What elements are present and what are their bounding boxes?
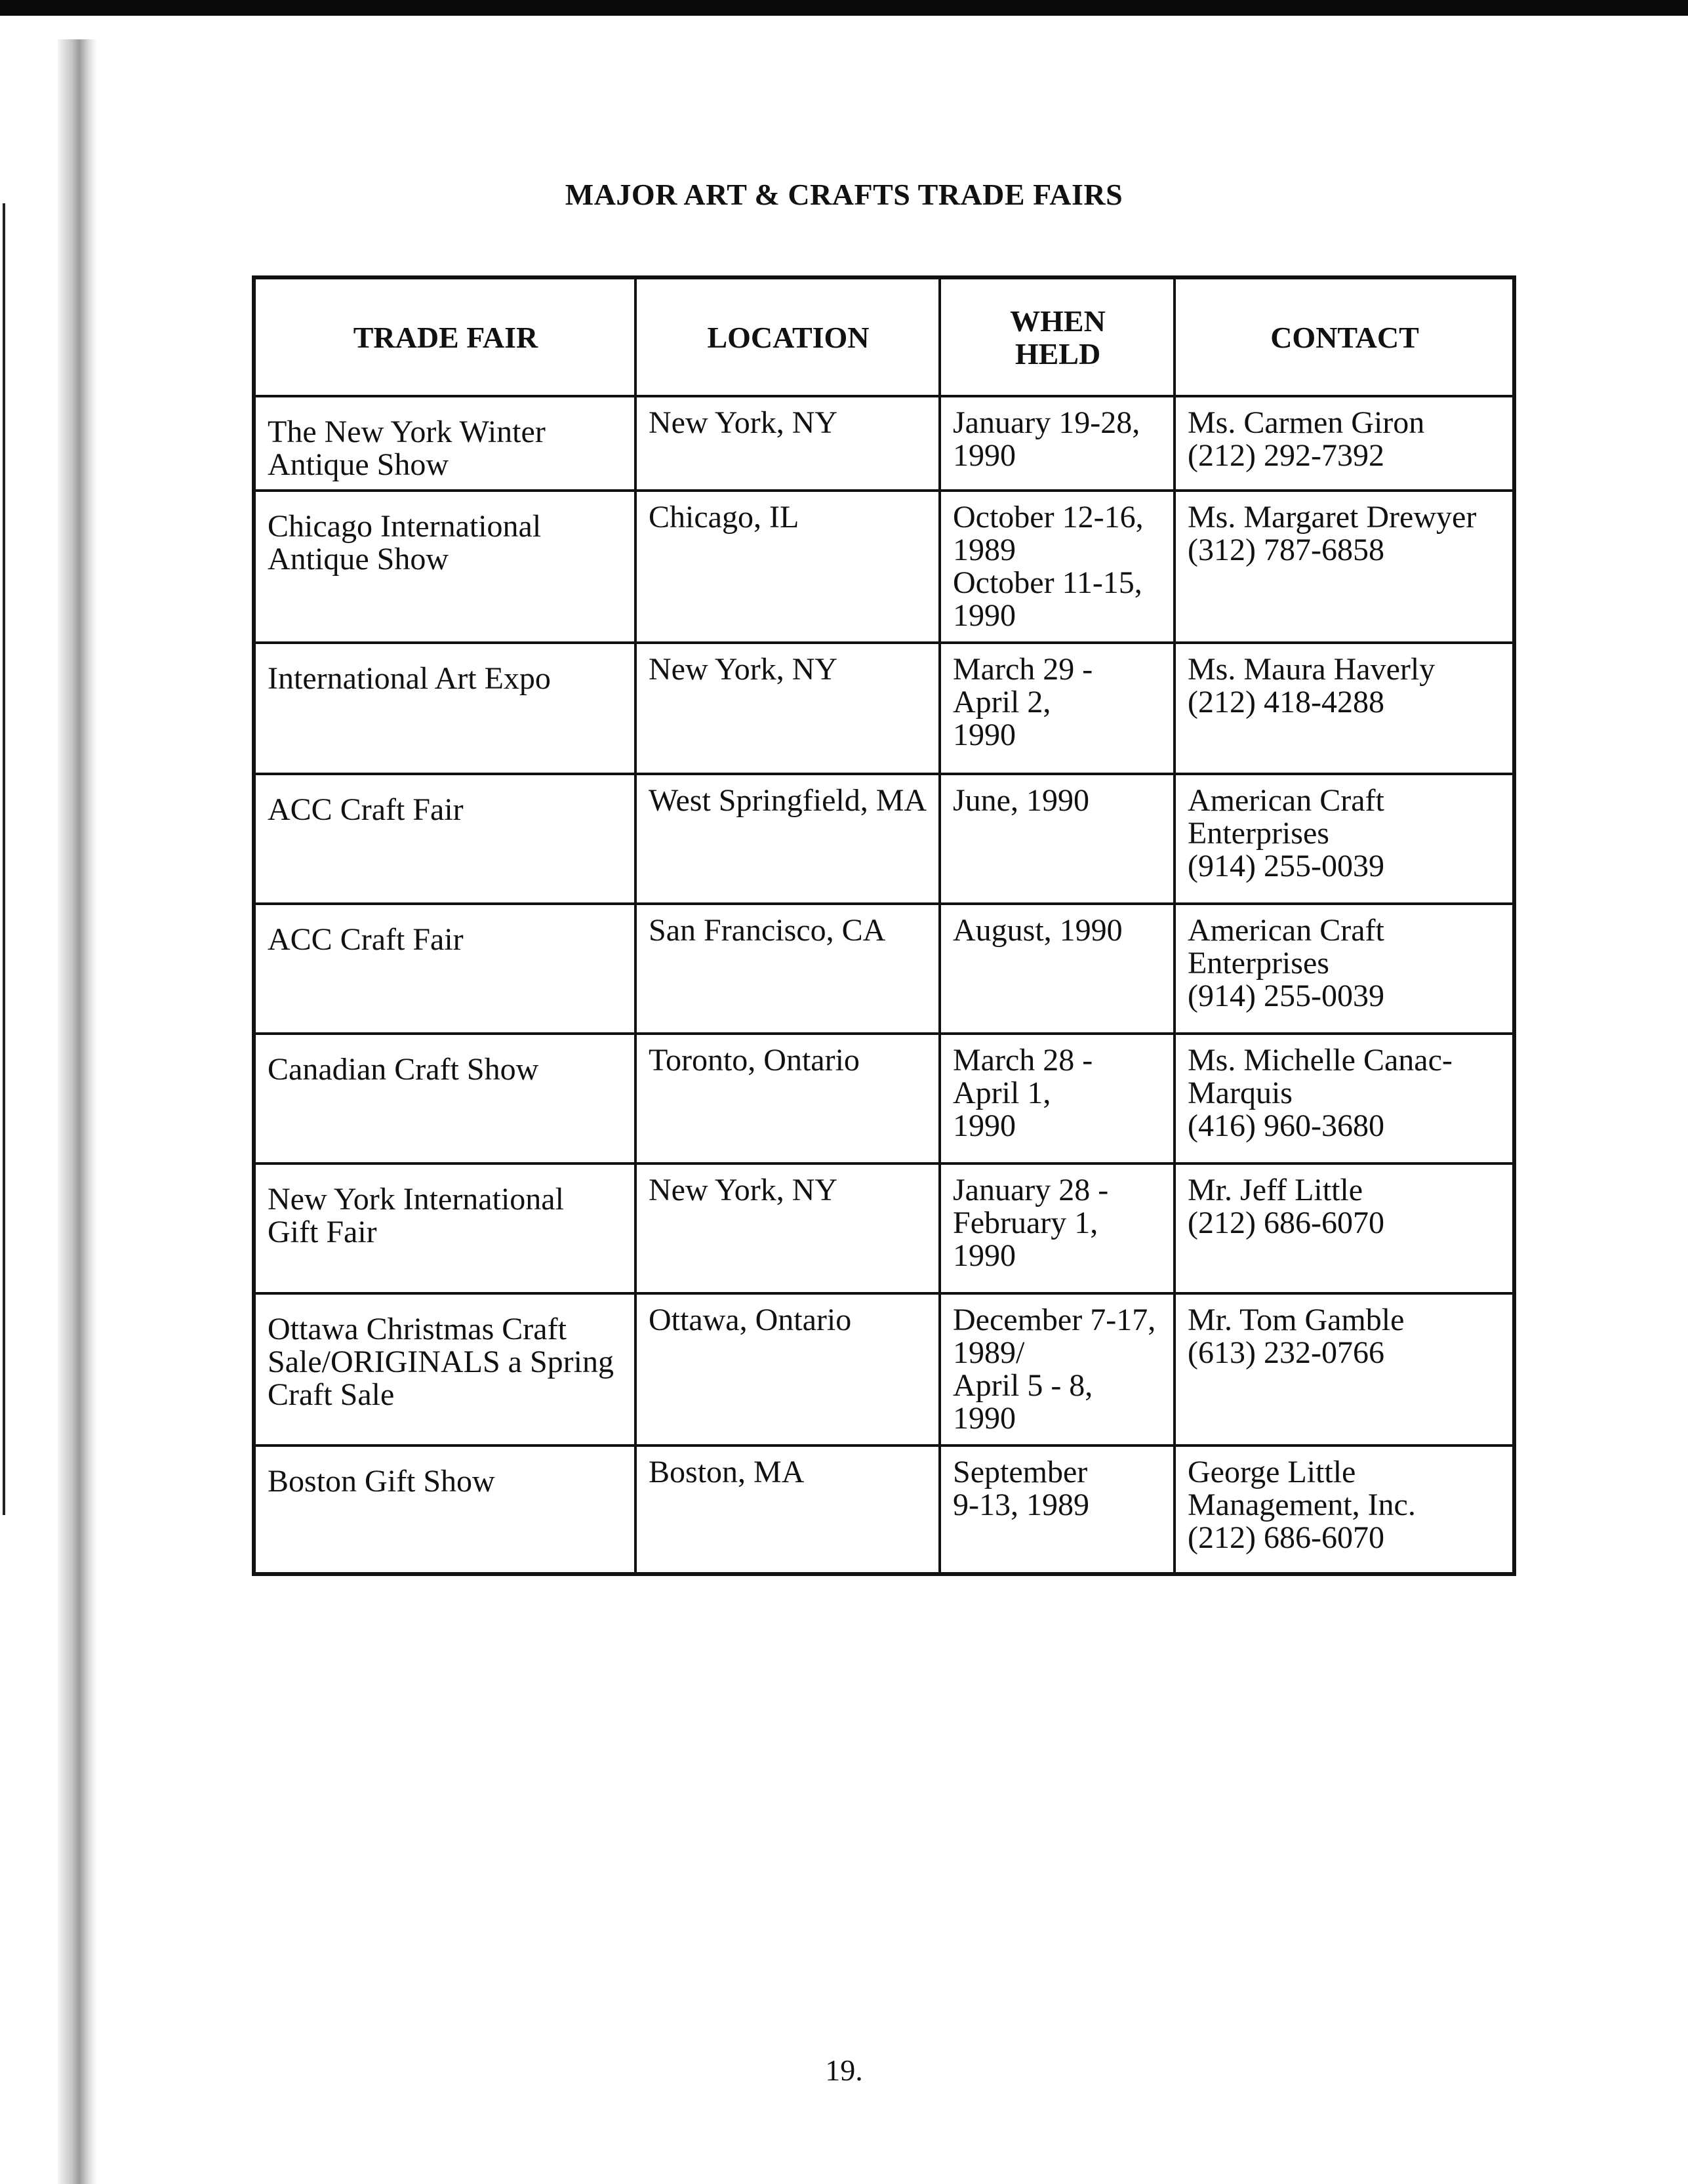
table-row [254,1293,1514,1446]
header-contact: CONTACT [1175,277,1514,396]
cell-location: West Springfield, MA [635,774,940,904]
table-row [254,1446,1514,1574]
cell-trade-fair: ACC Craft Fair [254,774,635,904]
cell-location: New York, NY [635,396,940,491]
cell-contact: American Craft Enterprises (914) 255-0039 [1175,774,1514,904]
cell-trade-fair: The New York Winter Antique Show [254,396,635,491]
header-trade-fair: TRADE FAIR [254,277,635,396]
cell-when-held: March 28 - April 1, 1990 [940,1034,1175,1163]
cell-contact: American Craft Enterprises (914) 255-0039 [1175,904,1514,1034]
cell-contact: Ms. Maura Haverly (212) 418-4288 [1175,643,1514,774]
table-row [254,396,1514,491]
header-location: LOCATION [635,277,940,396]
cell-trade-fair: ACC Craft Fair [254,904,635,1034]
cell-when-held: September 9-13, 1989 [940,1446,1175,1574]
cell-location: New York, NY [635,1163,940,1293]
scan-left-rule [3,203,5,1515]
trade-fairs-table [252,275,1516,1576]
cell-when-held: January 19-28, 1990 [940,396,1175,491]
cell-trade-fair: Canadian Craft Show [254,1034,635,1163]
cell-location: Chicago, IL [635,491,940,643]
table-row [254,1163,1514,1293]
cell-contact: Ms. Michelle Canac- Marquis (416) 960-3680 [1175,1034,1514,1163]
page-number: 19. [825,2053,863,2087]
table-row [254,491,1514,643]
page-binding-shadow [58,39,97,2184]
cell-trade-fair: Boston Gift Show [254,1446,635,1574]
cell-location: New York, NY [635,643,940,774]
cell-trade-fair: Chicago International Antique Show [254,491,635,643]
scan-top-edge [0,0,1688,16]
cell-trade-fair: Ottawa Christmas Craft Sale/ORIGINALS a Spring Craft Sale [254,1293,635,1446]
cell-trade-fair: International Art Expo [254,643,635,774]
cell-when-held: October 12-16, 1989 October 11-15, 1990 [940,491,1175,643]
cell-contact: Mr. Tom Gamble (613) 232-0766 [1175,1293,1514,1446]
cell-when-held: January 28 - February 1, 1990 [940,1163,1175,1293]
table-row [254,774,1514,904]
table-header-row [254,277,1514,396]
cell-trade-fair: New York International Gift Fair [254,1163,635,1293]
table-row [254,643,1514,774]
document-title: MAJOR ART & CRAFTS TRADE FAIRS [565,178,1123,211]
cell-contact: Ms. Margaret Drewyer (312) 787-6858 [1175,491,1514,643]
cell-location: San Francisco, CA [635,904,940,1034]
cell-contact: George Little Management, Inc. (212) 686-6070 [1175,1446,1514,1574]
cell-when-held: December 7-17, 1989/ April 5 - 8, 1990 [940,1293,1175,1446]
cell-when-held: June, 1990 [940,774,1175,904]
table-row [254,1034,1514,1163]
table-row [254,904,1514,1034]
cell-contact: Mr. Jeff Little (212) 686-6070 [1175,1163,1514,1293]
cell-when-held: March 29 - April 2, 1990 [940,643,1175,774]
header-when-held: WHEN HELD [940,277,1175,396]
cell-location: Toronto, Ontario [635,1034,940,1163]
cell-location: Boston, MA [635,1446,940,1574]
cell-location: Ottawa, Ontario [635,1293,940,1446]
cell-when-held: August, 1990 [940,904,1175,1034]
cell-contact: Ms. Carmen Giron (212) 292-7392 [1175,396,1514,491]
